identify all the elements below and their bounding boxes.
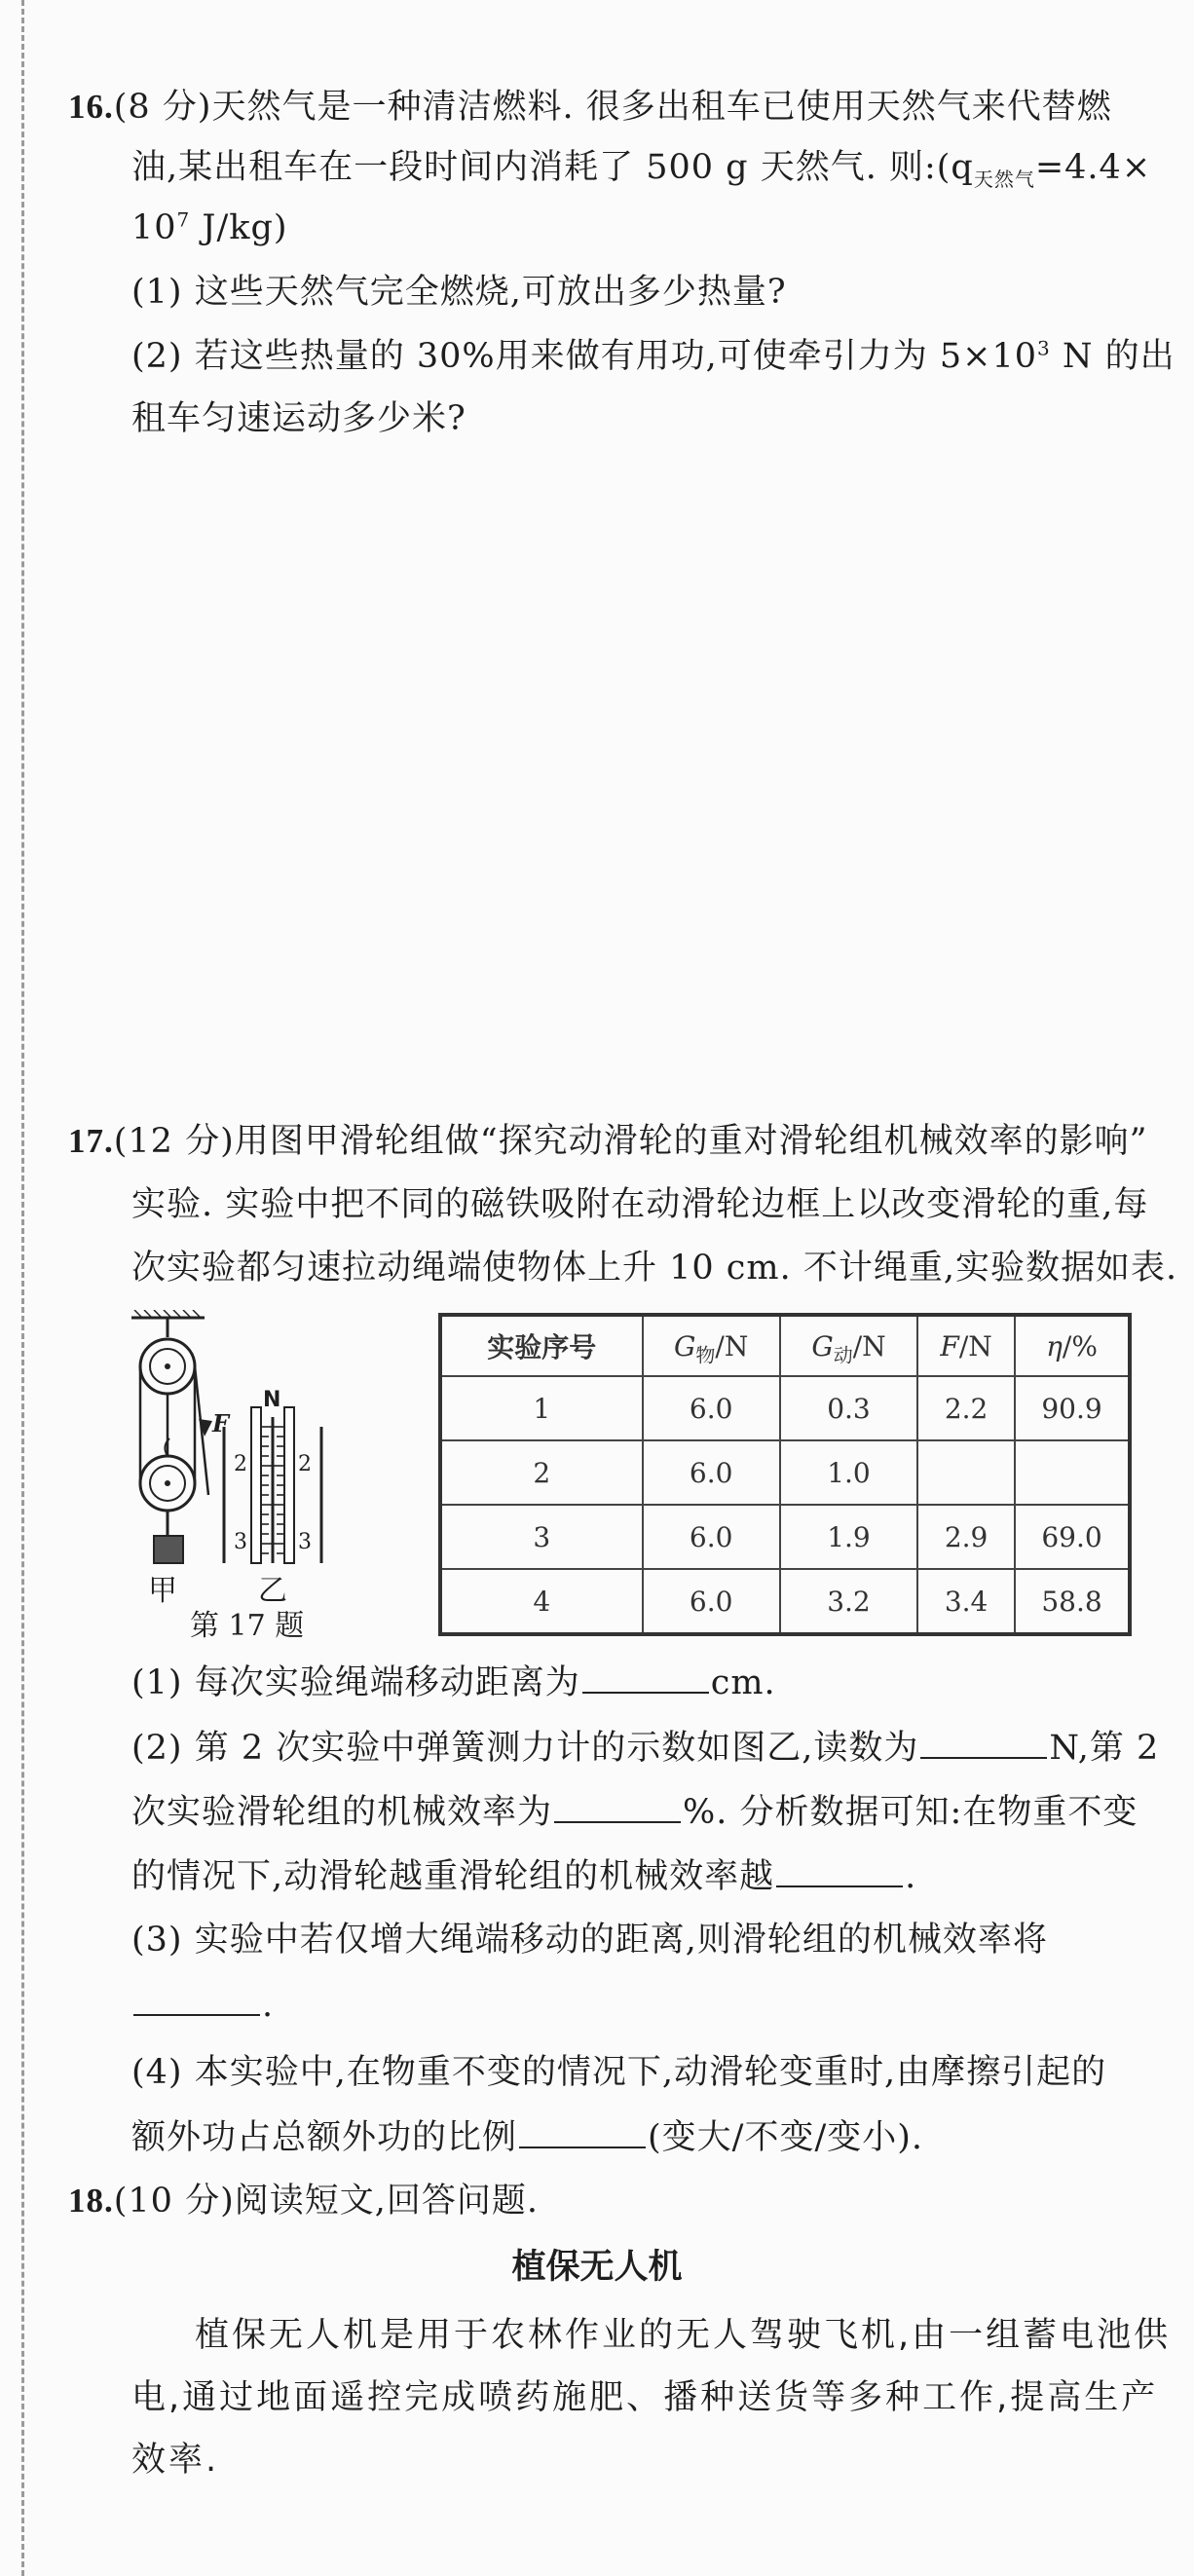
header-efficiency-unit: /% <box>1062 1329 1098 1363</box>
q16-q-value: =4.4× <box>1034 148 1152 187</box>
article-para-line3: 效率. <box>131 2441 220 2480</box>
q17-number: 17. <box>68 1122 114 1160</box>
header-g-symbol: G <box>674 1329 696 1363</box>
q17-line2: 实验. 实验中把不同的磁铁吸附在动滑轮边框上以改变滑轮的重,每 <box>131 1185 1149 1224</box>
header-g-pulley-unit: /N <box>852 1329 886 1363</box>
q17-line1 <box>68 1120 1148 1163</box>
table-row <box>440 1440 1130 1505</box>
header-force-unit: /N <box>958 1329 992 1363</box>
experiment-data-table <box>438 1313 1132 1636</box>
q17-sub2-line2 <box>131 1790 1138 1834</box>
header-g-object-sub: 物 <box>695 1343 716 1367</box>
q18-line1 <box>68 2180 539 2222</box>
table-cell: 6.0 <box>643 1505 780 1569</box>
q17-sub2-text-e: 的情况下,动滑轮越重滑轮组的机械效率越 <box>131 1857 775 1896</box>
q17-sub3-line2 <box>131 1983 274 2027</box>
scale-mark-3-right: 3 <box>298 1530 312 1554</box>
q16-power-base: 10 <box>131 208 177 247</box>
q16-text-1: (8 分)天然气是一种清洁燃料. 很多出租车已使用天然气来代替燃 <box>113 88 1112 127</box>
header-efficiency <box>1015 1315 1130 1376</box>
header-force <box>917 1315 1015 1376</box>
table-cell: 4 <box>440 1569 643 1634</box>
table-cell: 2 <box>440 1440 643 1505</box>
q16-sub2 <box>131 335 1175 378</box>
q17-sub1 <box>131 1661 776 1704</box>
answer-blank-6[interactable] <box>519 2115 646 2148</box>
q17-sub2-line1 <box>131 1726 1159 1770</box>
q17-sub2-text-d: %. 分析数据可知:在物重不变 <box>683 1793 1138 1832</box>
header-trial-no: 实验序号 <box>440 1315 643 1376</box>
answer-blank-2[interactable] <box>920 1726 1047 1759</box>
header-eta-symbol: η <box>1046 1329 1063 1363</box>
q16-line3 <box>131 206 288 249</box>
article-para-line1: 植保无人机是用于农林作业的无人驾驶飞机,由一组蓄电池供 <box>195 2316 1172 2355</box>
header-g-pulley <box>780 1315 917 1376</box>
table-cell: 3 <box>440 1505 643 1569</box>
q17-sub2-text-f: . <box>905 1857 917 1896</box>
table-header-row <box>440 1315 1130 1376</box>
table-cell: 0.3 <box>780 1376 917 1440</box>
q17-sub4: (4) 本实验中,在物重不变的情况下,动滑轮变重时,由摩擦引起的 <box>131 2053 1107 2092</box>
q17-sub4-options: (变大/不变/变小). <box>648 2118 924 2157</box>
table-cell: 69.0 <box>1015 1505 1130 1569</box>
q17-sub2-text-a: (2) 第 2 次实验中弹簧测力计的示数如图乙,读数为 <box>131 1729 919 1768</box>
q17-text-1: (12 分)用图甲滑轮组做“探究动滑轮的重对滑轮组机械效率的影响” <box>113 1122 1148 1161</box>
article-para-line2: 电,通过地面遥控完成喷药施肥、播种送货等多种工作,提高生产 <box>131 2378 1159 2417</box>
q16-q-subscript: 天然气 <box>973 168 1035 191</box>
figure-caption: 第 17 题 <box>190 1609 305 1643</box>
header-f-symbol: F <box>940 1329 959 1363</box>
answer-blank-4[interactable] <box>776 1854 903 1887</box>
q17-sub1-unit: cm. <box>710 1663 776 1702</box>
table-cell: 90.9 <box>1015 1376 1130 1440</box>
table-cell: 3.4 <box>917 1569 1015 1634</box>
q16-sub2-text: (2) 若这些热量的 30%用来做有用功,可使牵引力为 5×10 <box>131 337 1038 376</box>
table-row <box>440 1505 1130 1569</box>
header-g-object-unit: /N <box>715 1329 749 1363</box>
table-cell: 6.0 <box>643 1440 780 1505</box>
q17-sub4-text-b: 额外功占总额外功的比例 <box>131 2118 518 2157</box>
pulley-figure <box>127 1310 419 1651</box>
q17-sub2-line3 <box>131 1854 916 1898</box>
figure-label-jia: 甲 <box>148 1574 177 1608</box>
q16-sub1: (1) 这些天然气完全燃烧,可放出多少热量? <box>131 273 787 312</box>
q16-sub2-exp: 3 <box>1037 336 1051 360</box>
q16-power-exp: 7 <box>176 207 191 232</box>
q16-line1 <box>68 86 1112 129</box>
q16-number: 16. <box>68 88 114 126</box>
q16-sub2-line2: 租车匀速运动多少米? <box>131 399 466 438</box>
q16-text-2: 油,某出租车在一段时间内消耗了 500 g 天然气. 则:(q <box>131 148 974 187</box>
table-cell-empty <box>917 1440 1015 1505</box>
q17-sub1-text: (1) 每次实验绳端移动距离为 <box>131 1663 580 1702</box>
table-cell: 1 <box>440 1376 643 1440</box>
table-cell: 2.2 <box>917 1376 1015 1440</box>
table-row <box>440 1376 1130 1440</box>
figure-label-yi: 乙 <box>258 1574 287 1608</box>
table-cell: 6.0 <box>643 1376 780 1440</box>
q16-unit: J/kg) <box>190 208 288 247</box>
header-g-symbol: G <box>811 1329 834 1363</box>
q17-sub4-line2 <box>131 2115 923 2159</box>
table-cell: 3.2 <box>780 1569 917 1634</box>
q17-line3: 次实验都匀速拉动绳端使物体上升 10 cm. 不计绳重,实验数据如表. <box>131 1249 1178 1288</box>
answer-blank-1[interactable] <box>582 1661 709 1694</box>
binding-margin-dashed-line <box>21 0 24 2576</box>
article-title: 植保无人机 <box>511 2248 683 2287</box>
scale-mark-2-left: 2 <box>234 1452 247 1476</box>
table-cell: 58.8 <box>1015 1569 1130 1634</box>
q16-sub2-tail: N 的出 <box>1050 337 1175 376</box>
header-g-pulley-sub: 动 <box>833 1343 853 1367</box>
q17-sub2-text-b: N,第 2 <box>1049 1729 1160 1768</box>
q18-number: 18. <box>68 2182 114 2220</box>
q17-sub3-period: . <box>262 1986 275 2025</box>
table-cell: 6.0 <box>643 1569 780 1634</box>
scale-mark-3-left: 3 <box>234 1530 247 1554</box>
header-g-object <box>643 1315 780 1376</box>
q18-text: (10 分)阅读短文,回答问题. <box>113 2182 539 2221</box>
table-row <box>440 1569 1130 1634</box>
q17-sub3: (3) 实验中若仅增大绳端移动的距离,则滑轮组的机械效率将 <box>131 1921 1048 1960</box>
answer-blank-3[interactable] <box>554 1790 681 1823</box>
table-cell: 1.9 <box>780 1505 917 1569</box>
scale-unit-label: N <box>263 1388 281 1412</box>
table-cell: 2.9 <box>917 1505 1015 1569</box>
force-label: F <box>212 1409 230 1437</box>
table-cell: 1.0 <box>780 1440 917 1505</box>
table-cell-empty <box>1015 1440 1130 1505</box>
q17-sub2-text-c: 次实验滑轮组的机械效率为 <box>131 1793 553 1832</box>
scale-mark-2-right: 2 <box>298 1452 312 1476</box>
answer-blank-5[interactable] <box>133 1983 260 2016</box>
q16-line2 <box>131 146 1151 189</box>
